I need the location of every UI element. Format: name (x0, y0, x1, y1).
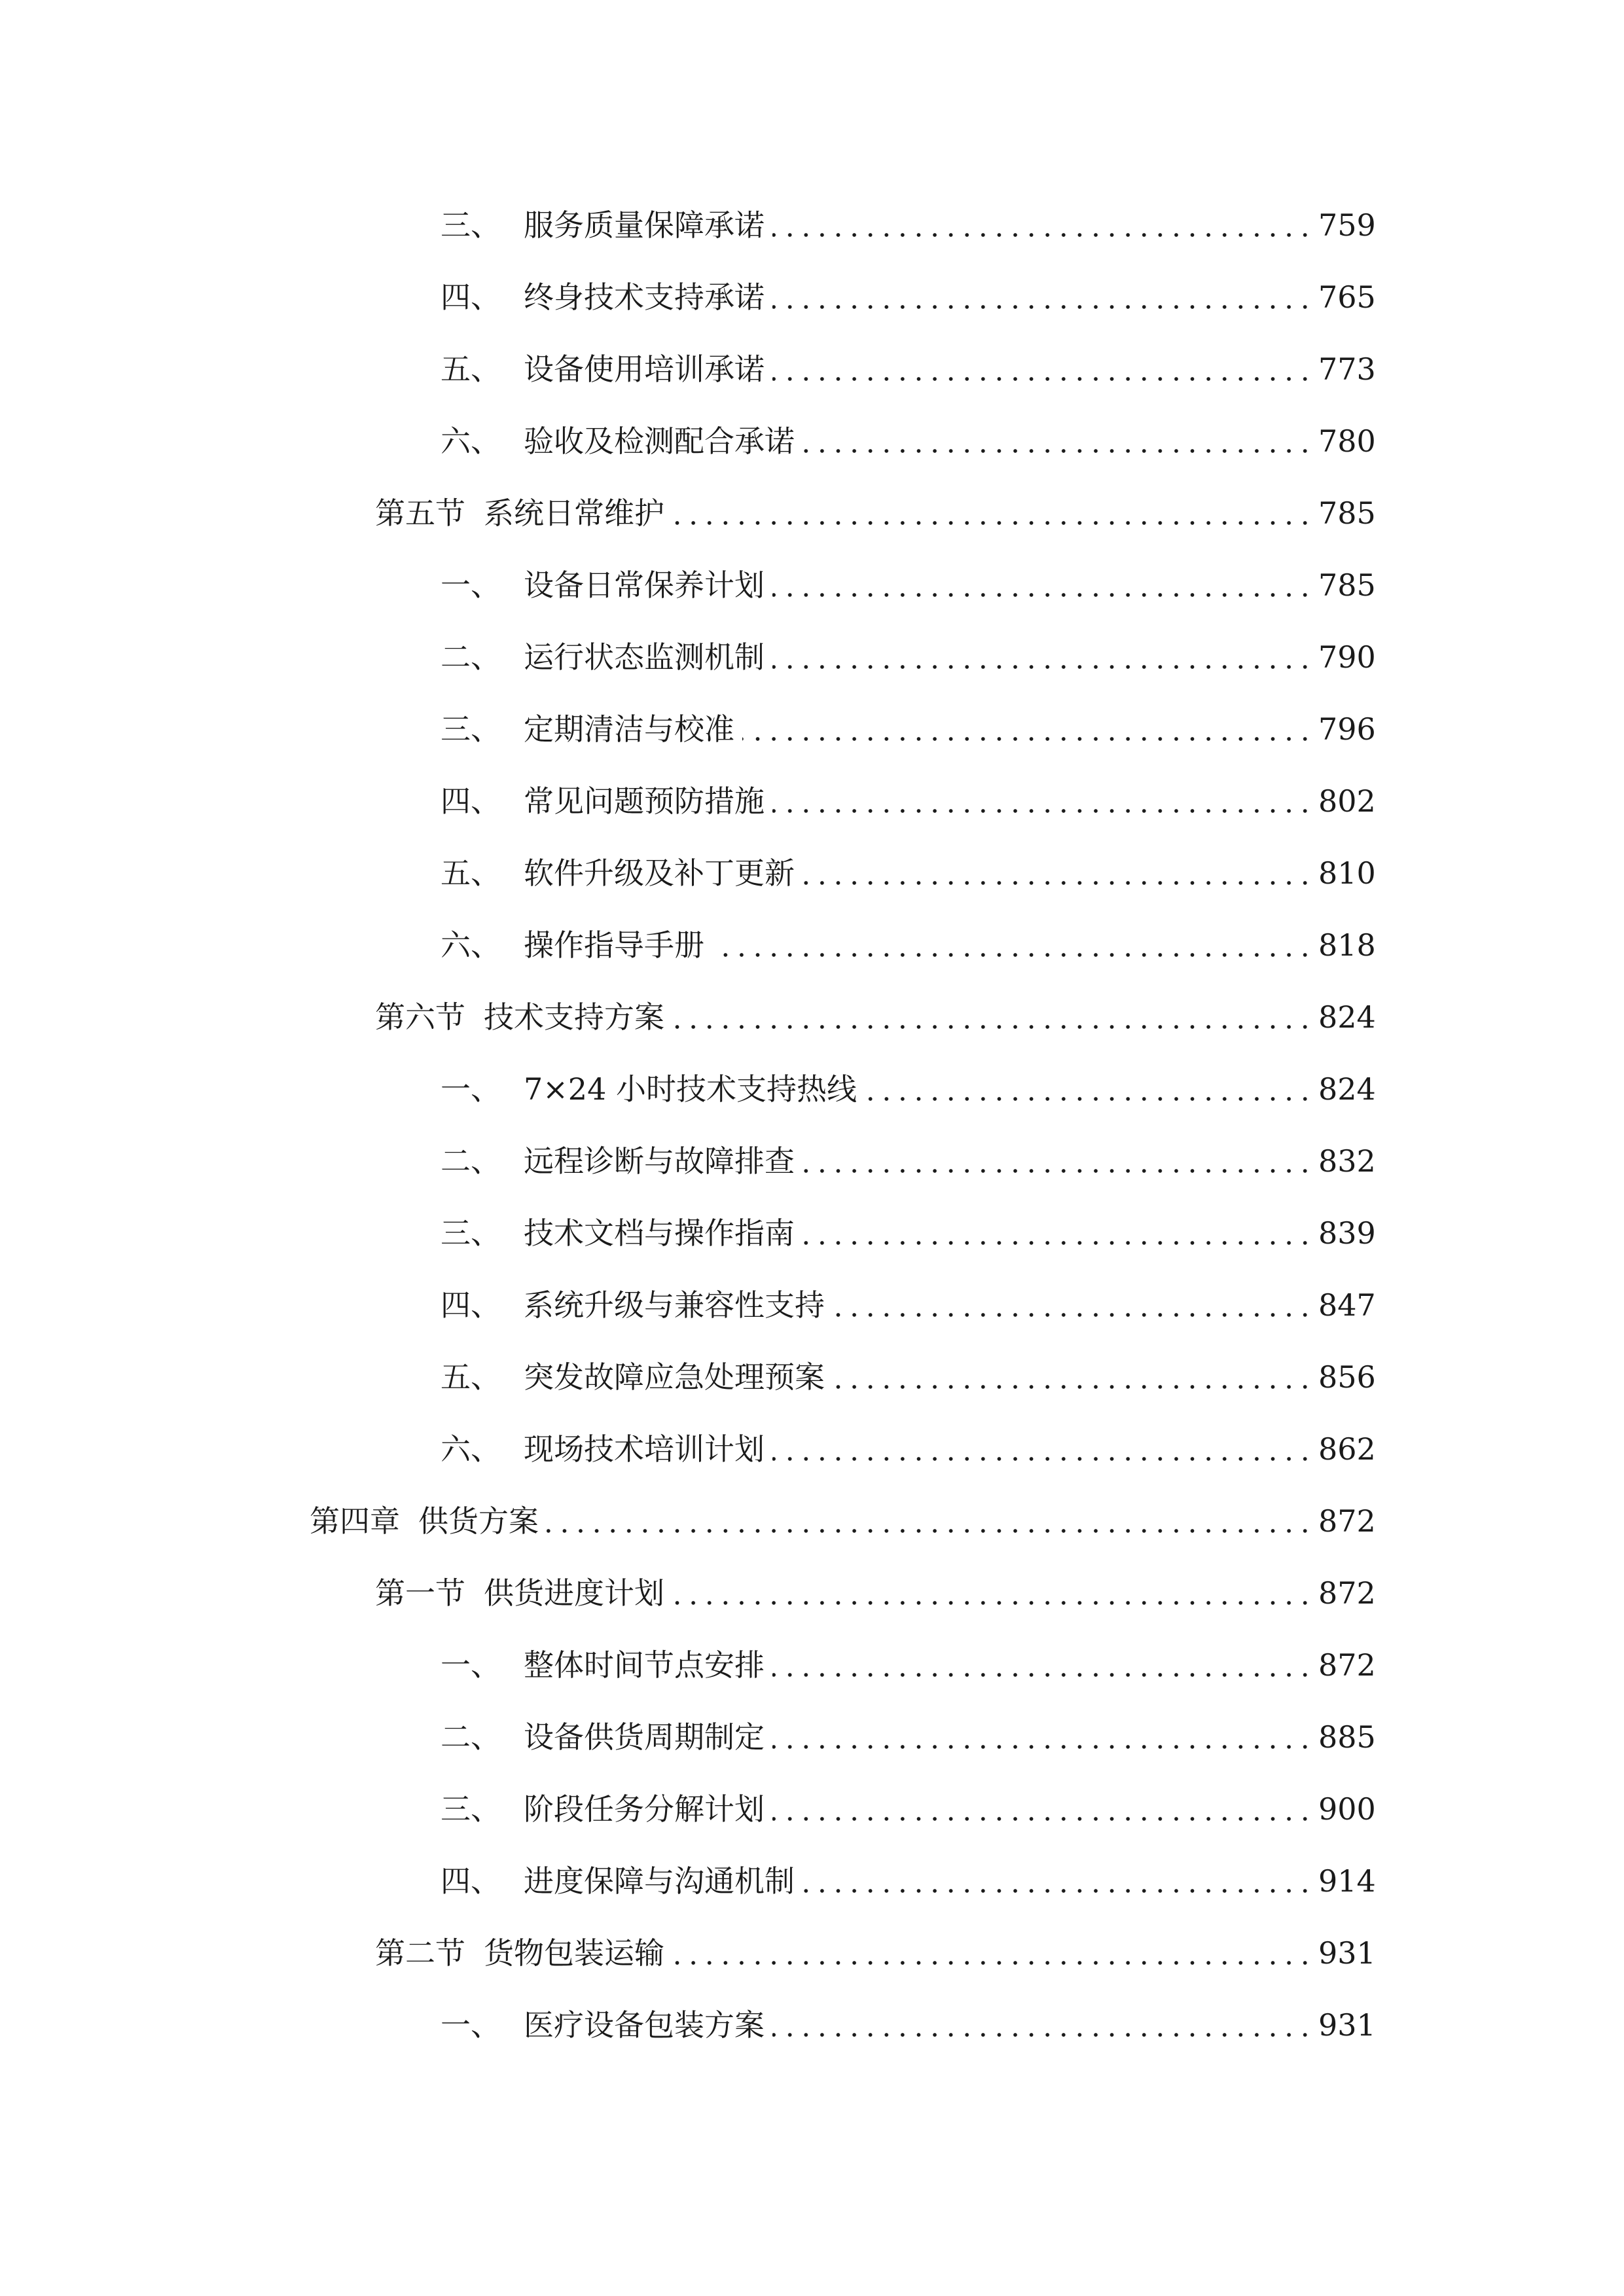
toc-entry-number: 第一节 (375, 1575, 465, 1611)
toc-entry[interactable] (0, 1341, 1624, 1413)
toc-dot-leader (833, 1357, 1313, 1397)
toc-dot-leader (712, 925, 1313, 965)
toc-entry[interactable] (0, 1917, 1624, 1989)
toc-entry-heading (441, 1357, 825, 1397)
toc-entry[interactable] (0, 981, 1624, 1053)
toc-dot-leader (672, 1573, 1313, 1613)
toc-dot-leader (772, 1429, 1313, 1469)
toc-entry-heading (441, 2005, 765, 2045)
toc-dot-leader (772, 2005, 1313, 2045)
toc-entry-number: 二、 (441, 1719, 501, 1755)
toc-entry-heading (441, 637, 765, 677)
toc-page-number: 839 (1318, 1215, 1376, 1251)
toc-page-number: 900 (1318, 1791, 1376, 1827)
toc-entry-heading (441, 1141, 795, 1181)
toc-entry[interactable] (0, 1269, 1624, 1341)
toc-entry-title: 现场技术培训计划 (524, 1431, 765, 1467)
toc-entry-heading (441, 206, 765, 245)
toc-entry[interactable] (0, 549, 1624, 621)
toc-dot-leader (772, 565, 1313, 605)
toc-entry[interactable] (0, 1773, 1624, 1845)
toc-entry-heading (441, 1861, 795, 1901)
toc-entry-number: 一、 (441, 567, 501, 603)
toc-entry-heading (441, 1645, 765, 1685)
toc-page-number: 785 (1318, 495, 1376, 531)
toc-dot-leader (772, 781, 1313, 821)
toc-dot-leader (803, 1213, 1313, 1253)
toc-entry-heading (441, 565, 765, 605)
toc-entry-heading (441, 1717, 765, 1757)
toc-entry-number: 第二节 (375, 1935, 465, 1971)
toc-entry[interactable] (0, 1629, 1624, 1701)
toc-entry[interactable] (0, 765, 1624, 837)
toc-dot-leader (833, 1285, 1313, 1325)
toc-entry-number: 二、 (441, 639, 501, 675)
toc-entry[interactable] (0, 909, 1624, 981)
toc-entry-title: 货物包装运输 (484, 1935, 664, 1971)
toc-entry-number: 三、 (441, 207, 501, 243)
toc-page-number: 824 (1318, 1071, 1376, 1107)
toc-dot-leader (803, 853, 1313, 893)
toc-page-number: 931 (1318, 2007, 1376, 2043)
toc-page-number: 780 (1318, 423, 1376, 459)
toc-entry[interactable] (0, 837, 1624, 909)
toc-page-number: 785 (1318, 567, 1376, 603)
toc-page-number: 824 (1318, 999, 1376, 1035)
toc-page-number: 790 (1318, 639, 1376, 675)
toc-entry[interactable] (0, 1125, 1624, 1197)
toc-entry-number: 一、 (441, 1647, 501, 1683)
toc-page-number: 914 (1318, 1863, 1376, 1899)
toc-entry-heading (441, 853, 795, 893)
toc-entry[interactable] (0, 333, 1624, 405)
toc-entry-title: 医疗设备包装方案 (524, 2007, 765, 2043)
toc-entry-number: 三、 (441, 1215, 501, 1251)
toc-entry-number: 五、 (441, 1359, 501, 1395)
toc-dot-leader (772, 637, 1313, 677)
toc-entry-title: 突发故障应急处理预案 (524, 1359, 825, 1395)
toc-page-number: 759 (1318, 207, 1376, 243)
toc-dot-leader (772, 1645, 1313, 1685)
toc-entry-heading (441, 1429, 765, 1469)
toc-entry-title: 服务质量保障承诺 (524, 207, 765, 243)
toc-page-number: 885 (1318, 1719, 1376, 1755)
toc-entry-number: 四、 (441, 783, 501, 819)
toc-entry-title: 供货进度计划 (484, 1575, 664, 1611)
toc-entry-title: 整体时间节点安排 (524, 1647, 765, 1683)
toc-page-number: 856 (1318, 1359, 1376, 1395)
toc-entry-heading (310, 1501, 539, 1541)
toc-dot-leader (772, 1789, 1313, 1829)
toc-page-number: 832 (1318, 1143, 1376, 1179)
toc-entry-number: 第六节 (375, 999, 465, 1035)
toc-entry-heading (441, 278, 765, 317)
toc-entry[interactable] (0, 1557, 1624, 1629)
toc-entry-title: 操作指导手册 (524, 927, 704, 963)
toc-page-number: 773 (1318, 351, 1376, 387)
toc-page-number: 765 (1318, 279, 1376, 315)
toc-entry-title: 软件升级及补丁更新 (524, 855, 795, 891)
toc-entry[interactable] (0, 1989, 1624, 2061)
toc-dot-leader (772, 350, 1313, 389)
toc-page-number: 872 (1318, 1575, 1376, 1611)
toc-entry-heading (441, 925, 704, 965)
toc-entry-heading (441, 350, 765, 389)
toc-page-number: 810 (1318, 855, 1376, 891)
toc-entry-number: 五、 (441, 351, 501, 387)
toc-dot-leader (672, 997, 1313, 1037)
toc-page-number: 802 (1318, 783, 1376, 819)
toc-entry[interactable] (0, 1845, 1624, 1917)
toc-entry-number: 二、 (441, 1143, 501, 1179)
toc-entry-heading (441, 1789, 765, 1829)
toc-entry-title: 验收及检测配合承诺 (524, 423, 795, 459)
toc-entry-title: 定期清洁与校准 (524, 711, 734, 747)
toc-entry-heading (375, 997, 664, 1037)
toc-entry-title: 技术文档与操作指南 (524, 1215, 795, 1251)
toc-dot-leader (772, 278, 1313, 317)
toc-entry-title: 供货方案 (418, 1503, 539, 1539)
toc-dot-leader (672, 1933, 1313, 1973)
toc-entry-heading (441, 1213, 795, 1253)
toc-dot-leader (803, 422, 1313, 461)
toc-entry-title: 阶段任务分解计划 (524, 1791, 765, 1827)
toc-entry-title: 系统升级与兼容性支持 (524, 1287, 825, 1323)
toc-entry-number: 四、 (441, 1287, 501, 1323)
toc-dot-leader (772, 1717, 1313, 1757)
toc-dot-leader (742, 709, 1313, 749)
toc-dot-leader (772, 206, 1313, 245)
toc-entry[interactable] (0, 1485, 1624, 1557)
toc-page-number: 847 (1318, 1287, 1376, 1323)
toc-entry-title: 终身技术支持承诺 (524, 279, 765, 315)
toc-entry[interactable] (0, 1413, 1624, 1485)
toc-dot-leader (803, 1141, 1313, 1181)
toc-entry-title: 设备使用培训承诺 (524, 351, 765, 387)
toc-entry-number: 第四章 (310, 1503, 400, 1539)
toc-entry-heading (441, 1069, 857, 1109)
toc-dot-leader (547, 1501, 1313, 1541)
toc-entry-number: 四、 (441, 279, 501, 315)
toc-page-number: 931 (1318, 1935, 1376, 1971)
toc-entry-heading (375, 493, 664, 533)
toc-entry-number: 一、 (441, 1071, 501, 1107)
toc-entry-title: 运行状态监测机制 (524, 639, 765, 675)
toc-entry-heading (441, 422, 795, 461)
toc-entry[interactable] (0, 477, 1624, 549)
toc-page-number: 872 (1318, 1647, 1376, 1683)
toc-page-number: 796 (1318, 711, 1376, 747)
toc-entry-heading (375, 1933, 664, 1973)
toc-entry[interactable] (0, 189, 1624, 261)
toc-entry-title: 进度保障与沟通机制 (524, 1863, 795, 1899)
toc-entry-number: 六、 (441, 1431, 501, 1467)
toc-entry-title: 设备日常保养计划 (524, 567, 765, 603)
toc-entry-title: 设备供货周期制定 (524, 1719, 765, 1755)
toc-dot-leader (865, 1069, 1313, 1109)
toc-entry-title: 技术支持方案 (484, 999, 664, 1035)
toc-entry-number: 四、 (441, 1863, 501, 1899)
toc-entry-heading (441, 1285, 825, 1325)
toc-entry-heading (375, 1573, 664, 1613)
toc-page-number: 862 (1318, 1431, 1376, 1467)
toc-entry[interactable] (0, 693, 1624, 765)
toc-entry-number: 五、 (441, 855, 501, 891)
toc-entry-title: 7×24 小时技术支持热线 (524, 1071, 857, 1107)
toc-entry-number: 第五节 (375, 495, 465, 531)
toc-entry-heading (441, 781, 765, 821)
toc-entry-number: 六、 (441, 927, 501, 963)
toc-page-number: 872 (1318, 1503, 1376, 1539)
toc-entry[interactable] (0, 405, 1624, 477)
toc-entry[interactable] (0, 621, 1624, 693)
toc-entry-title: 系统日常维护 (484, 495, 664, 531)
toc-entry-title: 远程诊断与故障排查 (524, 1143, 795, 1179)
toc-entry-number: 三、 (441, 1791, 501, 1827)
toc-entry-number: 三、 (441, 711, 501, 747)
toc-entry-number: 一、 (441, 2007, 501, 2043)
toc-page-number: 818 (1318, 927, 1376, 963)
toc-entry[interactable] (0, 1053, 1624, 1125)
toc-entry[interactable] (0, 1197, 1624, 1269)
toc-entry-number: 六、 (441, 423, 501, 459)
toc-entry[interactable] (0, 261, 1624, 333)
toc-dot-leader (803, 1861, 1313, 1901)
toc-entry-heading (441, 709, 734, 749)
table-of-contents (0, 189, 1624, 2061)
toc-entry-title: 常见问题预防措施 (524, 783, 765, 819)
toc-entry[interactable] (0, 1701, 1624, 1773)
toc-dot-leader (672, 493, 1313, 533)
